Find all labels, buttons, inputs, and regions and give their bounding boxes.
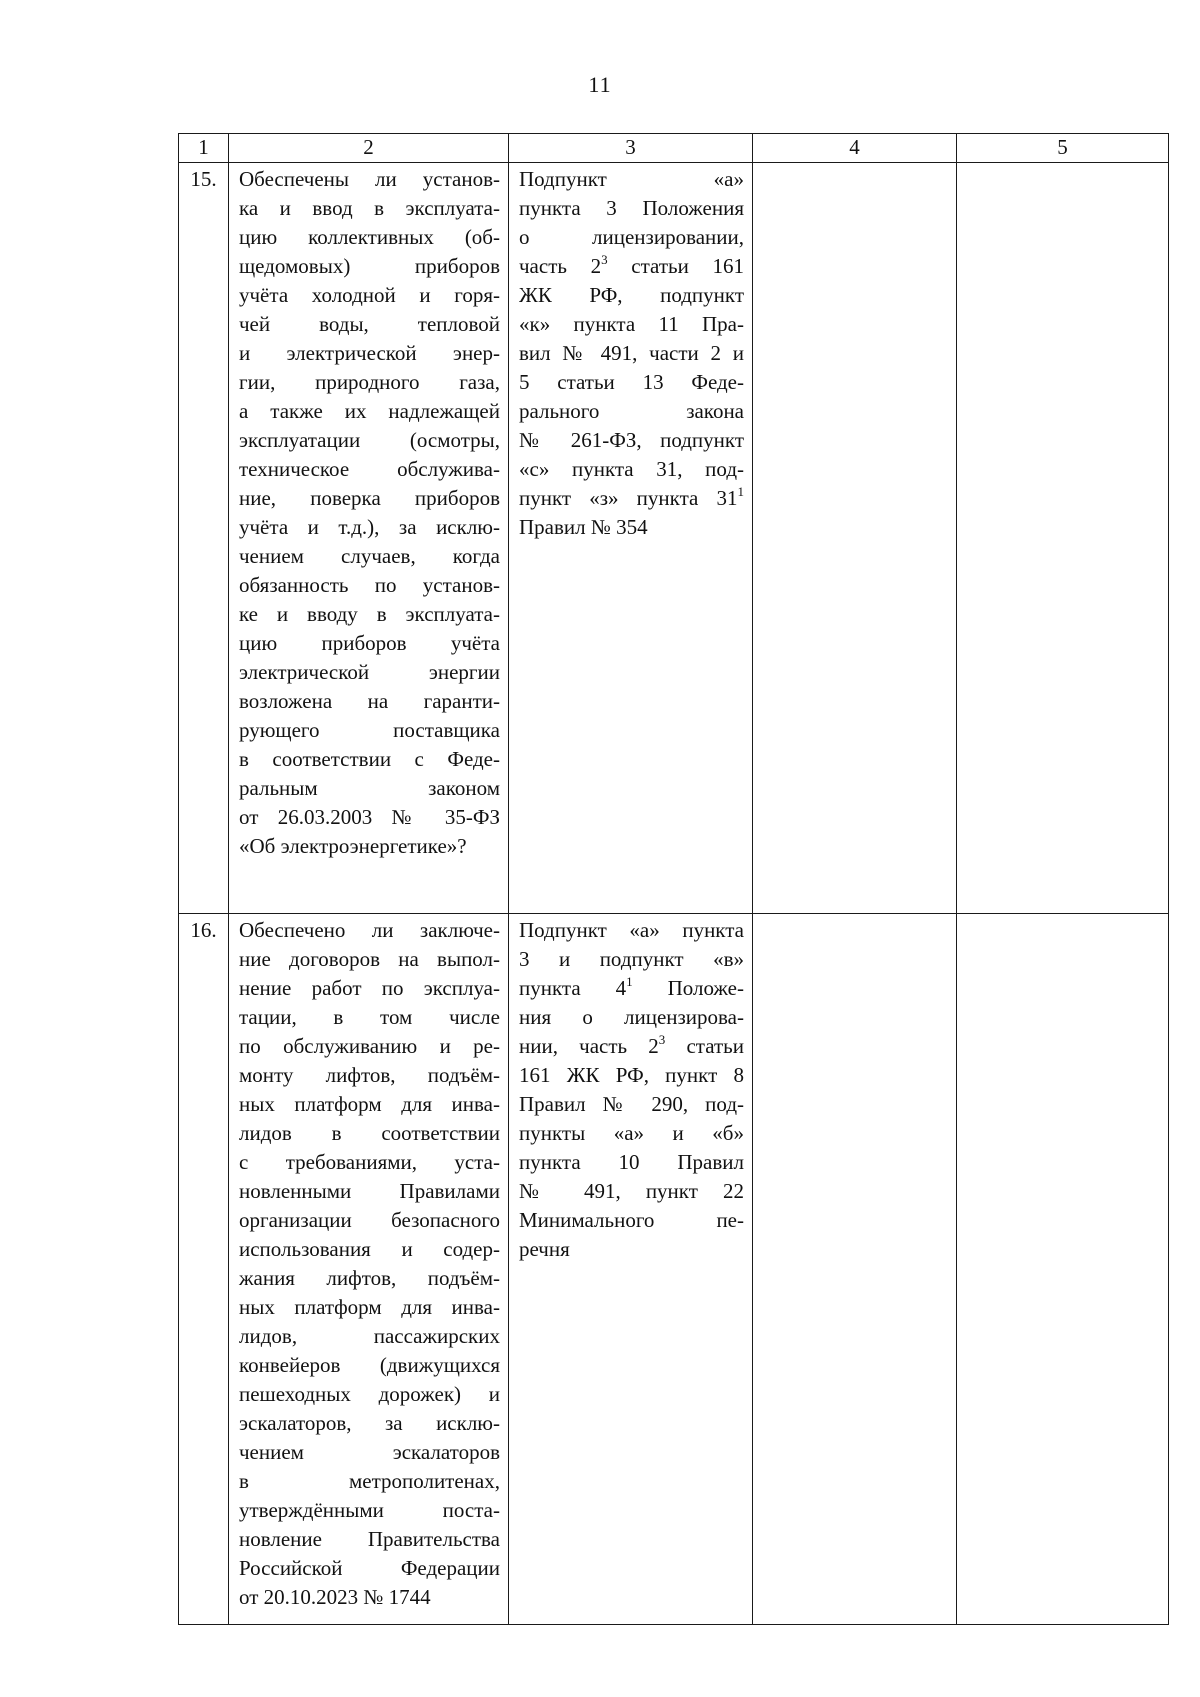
text-line: обязанность по установ- [239,573,500,597]
text-line: ке и вводу в эксплуата- [239,602,500,626]
text-line: 3 и подпункт «в» [519,947,744,971]
text-line: вил № 491, части 2 и [519,341,744,365]
text-line: № 491, пункт 22 [519,1179,744,1203]
text-line: о лицензировании, [519,225,744,249]
text-line: пункта 10 Правил [519,1150,744,1174]
page-number: 11 [588,72,612,97]
text-line: утверждёнными поста- [239,1498,500,1522]
column-header-2: 2 [229,134,509,163]
text-line: рального закона [519,399,744,423]
question-text [229,163,508,861]
text-line: Правил № 290, под- [519,1092,744,1116]
text-line: в метрополитенах, [239,1469,500,1493]
text-line: 161 ЖК РФ, пункт 8 [519,1063,744,1087]
text-line: новление Правительства [239,1527,500,1551]
text-line: Российской Федерации [239,1556,500,1580]
text-line: учёта и т.д.), за исклю- [239,515,500,539]
text-line: возложена на гаранти- [239,689,500,713]
text-line: пункта $4^1$ Положе- [519,974,744,1000]
text-line: Минимального пе- [519,1208,744,1232]
text-line: «Об электроэнергетике»? [239,834,467,858]
text-line: гии, природного газа, [239,370,500,394]
text-line: ка и ввод в эксплуата- [239,196,500,220]
reference-text [509,914,752,1264]
text-line: использования и содер- [239,1237,500,1261]
text-line: нии, часть $2^3$ статьи [519,1032,744,1058]
column-header-4: 4 [753,134,957,163]
superscript: 1 [737,484,744,499]
row-number: 16. [179,914,229,1625]
text-line: электрической энергии [239,660,500,684]
text-line: монту лифтов, подъём- [239,1063,500,1087]
question-cell [229,163,509,914]
text-line: Обеспечено ли заключе- [239,918,500,942]
text-line: Подпункт «а» [519,167,744,191]
text-line: часть $2^3$ статьи 161 [519,252,744,278]
text-line: пункта 3 Положения [519,196,744,220]
question-cell [229,914,509,1625]
column-header-3: 3 [509,134,753,163]
question-text [229,914,508,1612]
text-line: пункты «а» и «б» [519,1121,744,1145]
text-line: ние, поверка приборов [239,486,500,510]
text-line: ЖК РФ, подпункт [519,283,744,307]
text-line: «к» пункта 11 Пра- [519,312,744,336]
reference-text [509,163,752,542]
reference-cell [509,914,753,1625]
text-line: от 26.03.2003 № 35-ФЗ [239,805,500,829]
superscript: 3 [601,252,608,267]
column-4-cell [753,163,957,914]
text-line: конвейеров (движущихся [239,1353,500,1377]
text-line: цию коллективных (об- [239,225,500,249]
row-number: 15. [179,163,229,914]
text-line: ния о лицензирова- [519,1005,744,1029]
text-line: ральным законом [239,776,500,800]
text-line: эскалаторов, за исклю- [239,1411,500,1435]
text-line: от 20.10.2023 № 1744 [239,1585,431,1609]
text-line: Подпункт «а» пункта [519,918,744,942]
text-line: чей воды, тепловой [239,312,500,336]
table-row [179,914,1169,1625]
column-5-cell [957,163,1169,914]
text-line: тации, в том числе [239,1005,500,1029]
text-line: пешеходных дорожек) и [239,1382,500,1406]
text-line: жания лифтов, подъём- [239,1266,500,1290]
text-line: с требованиями, уста- [239,1150,500,1174]
text-line: ных платформ для инва- [239,1092,500,1116]
text-line: организации безопасного [239,1208,500,1232]
inspection-table [178,133,1169,1625]
text-line: нение работ по эксплуа- [239,976,500,1000]
text-line: по обслуживанию и ре- [239,1034,500,1058]
text-line: ных платформ для инва- [239,1295,500,1319]
text-line: «с» пункта 31, под- [519,457,744,481]
text-line: лидов в соответствии [239,1121,500,1145]
reference-cell [509,163,753,914]
superscript: 1 [626,974,633,989]
table-row [179,163,1169,914]
text-line: щедомовых) приборов [239,254,500,278]
text-line: в соответствии с Феде- [239,747,500,771]
text-line: эксплуатации (осмотры, [239,428,500,452]
column-5-cell [957,914,1169,1625]
text-line: 5 статьи 13 Феде- [519,370,744,394]
text-line: № 261-ФЗ, подпункт [519,428,744,452]
text-line: чением случаев, когда [239,544,500,568]
column-header-1: 1 [179,134,229,163]
text-line: техническое обслужива- [239,457,500,481]
text-line: рующего поставщика [239,718,500,742]
text-line: ние договоров на выпол- [239,947,500,971]
text-line: новленными Правилами [239,1179,500,1203]
table-header-row [179,134,1169,163]
text-line: а также их надлежащей [239,399,500,423]
text-line: учёта холодной и горя- [239,283,500,307]
text-line: чением эскалаторов [239,1440,500,1464]
column-4-cell [753,914,957,1625]
text-line: и электрической энер- [239,341,500,365]
text-line: Правил № 354 [519,515,648,539]
column-header-5: 5 [957,134,1169,163]
text-line: Обеспечены ли установ- [239,167,500,191]
text-line: речня [519,1237,570,1261]
text-line: цию приборов учёта [239,631,500,655]
superscript: 3 [658,1032,666,1047]
text-line: лидов, пассажирских [239,1324,500,1348]
text-line: пункт «з» пункта $31^1$ [519,484,744,510]
